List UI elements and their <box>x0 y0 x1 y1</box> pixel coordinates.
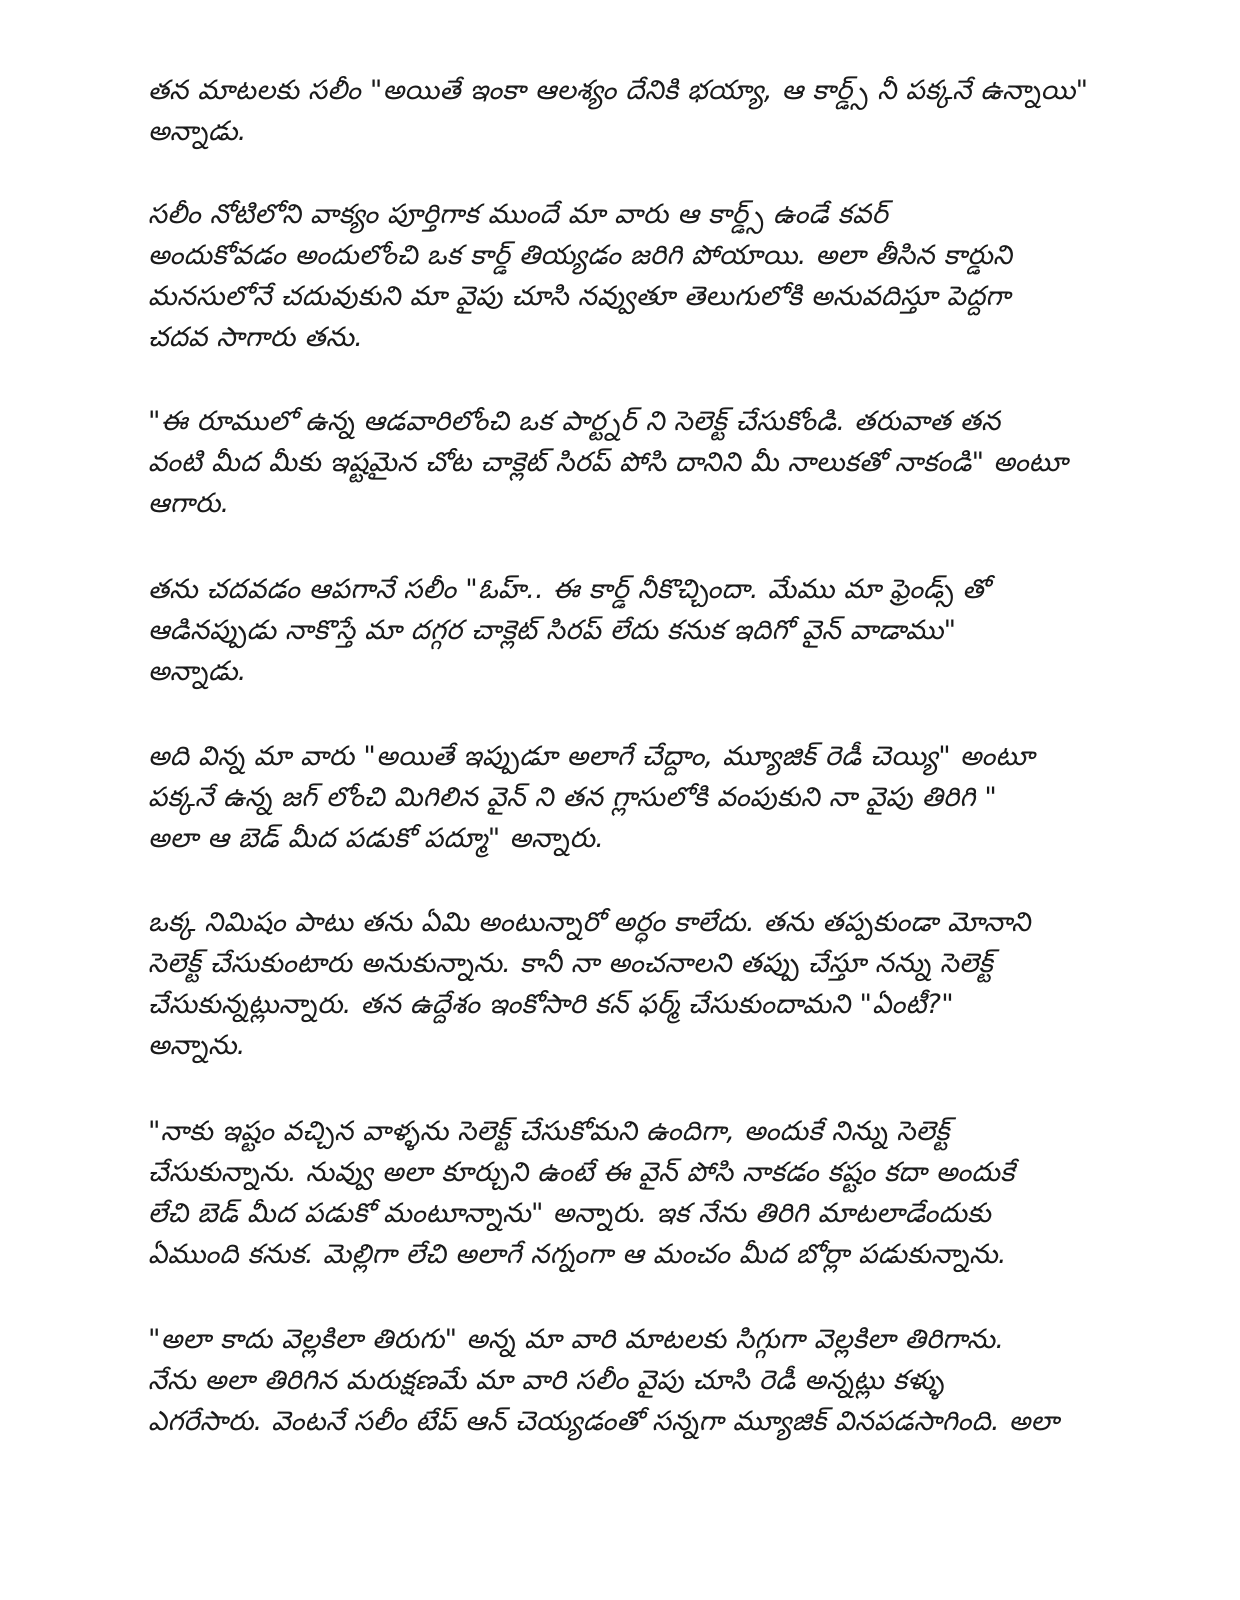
text-line: సెలెక్ట్ చేసుకుంటారు అనుకున్నాను. కానీ నా అంచనాలని తప్పు చేస్తూ నన్ను సెలెక్ట్ <box>148 948 994 979</box>
text-line: తను చదవడం ఆపగానే సలీం "ఓహ్.. ఈ కార్డ్ నీకొచ్చిందా. మేము మా ఫ్రెండ్స్ తో <box>148 574 990 605</box>
text-line: తన మాటలకు సలీం "అయితే ఇంకా ఆలశ్యం దేనికి భయ్యా, ఆ కార్డ్స్ నీ పక్కనే ఉన్నాయి" <box>148 75 1089 106</box>
text-line: ఎగరేసారు. వెంటనే సలీం టేప్ ఆన్ చెయ్యడంతో సన్నగా మ్యూజిక్ వినపడసాగింది. అలా <box>148 1406 1060 1437</box>
text-line: సలీం నోటిలోని వాక్యం పూర్తిగాక ముందే మా వారు ఆ కార్డ్స్ ఉండే కవర్ <box>148 199 889 230</box>
text-line: అందుకోవడం అందులోంచి ఒక కార్డ్ తియ్యడం జరిగి పోయాయి. అలా తీసిన కార్డుని <box>148 240 1013 271</box>
text-line: "ఈ రూములో ఉన్న ఆడవారిలోంచి ఒక పార్ట్నర్ ని సెలెక్ట్ చేసుకోండి. తరువాత తన <box>148 406 1001 437</box>
text-line: "నాకు ఇష్టం వచ్చిన వాళ్ళను సెలెక్ట్ చేసుకోమని ఉందిగా, అందుకే నిన్ను సెలెక్ట్ <box>148 1116 950 1147</box>
text-line: పక్కనే ఉన్న జగ్ లోంచి మిగిలిన వైన్ ని తన గ్లాసులోకి వంపుకుని నా వైపు తిరిగి " <box>148 782 998 813</box>
paragraph-1 <box>148 70 1148 152</box>
text-line: నేను అలా తిరిగిన మరుక్షణమే మా వారి సలీం వైపు చూసి రెడీ అన్నట్లు కళ్ళు <box>148 1365 945 1396</box>
text-line: "అలా కాదు వెల్లకిలా తిరుగు" అన్న మా వారి మాటలకు సిగ్గుగా వెల్లకిలా తిరిగాను. <box>148 1324 1005 1355</box>
text-line: చేసుకున్నాను. నువ్వు అలా కూర్చుని ఉంటే ఈ వైన్ పోసి నాకడం కష్టం కదా అందుకే <box>148 1157 1015 1188</box>
text-line: చదవ సాగారు తను. <box>148 322 364 353</box>
text-line: మనసులోనే చదువుకుని మా వైపు చూసి నవ్వుతూ తెలుగులోకి అనువదిస్తూ పెద్దగా <box>148 281 1011 312</box>
paragraph-7 <box>148 1111 1148 1275</box>
text-line: అది విన్న మా వారు "అయితే ఇప్పుడూ అలాగే చేద్దాం, మ్యూజిక్ రెడీ చెయ్యి" అంటూ <box>148 741 1035 772</box>
text-line: అలా ఆ బెడ్ మీద పడుకో పద్మూ" అన్నారు. <box>148 823 605 854</box>
text-line: అన్నాను. <box>148 1030 246 1061</box>
paragraph-2 <box>148 194 1148 358</box>
text-line: ఆగారు. <box>148 488 230 519</box>
text-line: ఒక్క నిమిషం పాటు తను ఏమి అంటున్నారో అర్ధం కాలేదు. తను తప్పకుండా మోనాని <box>148 907 1031 938</box>
paragraph-8 <box>148 1319 1148 1442</box>
paragraph-3 <box>148 401 1148 524</box>
text-line: అన్నాడు. <box>148 116 247 147</box>
text-line: అన్నాడు. <box>148 656 247 687</box>
text-line: చేసుకున్నట్లున్నారు. తన ఉద్దేశం ఇంకోసారి కన్ ఫర్మ్ చేసుకుందామని "ఏంటీ?" <box>148 989 954 1020</box>
text-line: ఏముంది కనుక. మెల్లిగా లేచి అలాగే నగ్నంగా ఆ మంచం మీద బోర్లా పడుకున్నాను. <box>148 1239 1007 1270</box>
text-line: ఆడినప్పుడు నాకొస్తే మా దగ్గర చాక్లెట్ సిరప్ లేదు కనుక ఇదిగో వైన్ వాడాము" <box>148 615 957 646</box>
text-line: వంటి మీద మీకు ఇష్టమైన చోట చాక్లెట్ సిరప్ పోసి దానిని మీ నాలుకతో నాకండి" అంటూ <box>148 447 1068 478</box>
paragraph-6 <box>148 902 1148 1066</box>
text-line: లేచి బెడ్ మీద పడుకో మంటూన్నాను" అన్నారు. ఇక నేను తిరిగి మాటలాడేందుకు <box>148 1198 991 1229</box>
paragraph-4 <box>148 569 1148 692</box>
paragraph-5 <box>148 736 1148 859</box>
